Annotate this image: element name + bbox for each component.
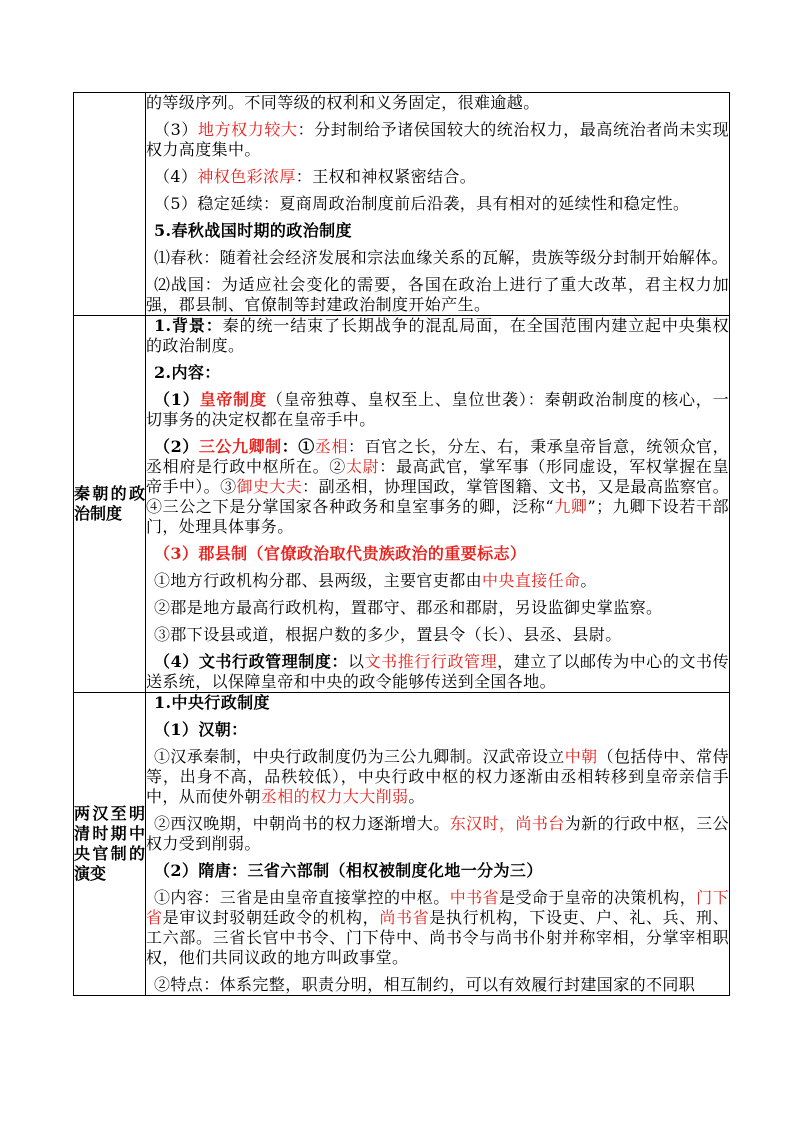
row-content-cell (146, 93, 730, 316)
item-text: 秦的统一结束了长期战争的混乱局面，在全国范围内建立起中央集权的政治制度。 (146, 316, 729, 355)
row-label-qin-system: 秦朝的政治制度 (74, 316, 146, 693)
key-term: 中书省 (449, 888, 500, 907)
key-term: 东汉时，尚书台 (449, 814, 565, 833)
item-text: （包括侍中、常侍等，出身不高，品秩较低），中央行政中枢的权力逐渐由丞相转移到皇帝亲信手中，从而使外朝 (146, 747, 729, 806)
item-text: ：百官之长，分左、右，秉承皇帝旨意，统领众官，丞相府是行政中枢所在。② (146, 437, 729, 476)
paragraph-theocracy (146, 167, 729, 187)
row-label-cell-empty (74, 93, 146, 316)
paragraph-county: ③郡下设县或道，根据户数的多少，置县令（长）、县丞、县尉。 (154, 625, 622, 644)
item-text: ：分封制给予诸侯国较大的统治权力，最高统治者尚未实现权力高度集中。 (146, 120, 729, 159)
key-term-nine-ministers: 九卿 (553, 497, 588, 516)
section-heading-spring-autumn-warring-states: 5.春秋战国时期的政治制度 (154, 221, 352, 240)
key-term-grand-commandant: 太尉 (345, 457, 380, 476)
key-term: 中朝 (564, 747, 598, 766)
item-text: ，建立了以邮传为中心的文书传送系统，以保障皇帝和中央的政令能够传送到全国各地。 (146, 652, 729, 691)
item-text: ：副丞相，协理国政，掌管图籍、文书，又是最高监察官。④三公之下是分掌国家各种政务和皇室事务的卿，泛称“ (146, 477, 729, 516)
row-content-cell (146, 693, 730, 996)
item-heading: 1.背景： (154, 316, 223, 335)
item-number: （4） (154, 167, 198, 186)
item-text: ①汉承秦制，中央行政制度仍为三公九卿制。汉武帝设立 (154, 747, 565, 766)
paragraph-warring-states: ⑵战国：为适应社会变化的需要，各国在政治上进行了重大改革，君主权力加强，郡县制、官僚制等封建政治制度开始产生。 (146, 275, 729, 314)
item-text: ”；九卿下设若干部门，处理具体事务。 (146, 497, 729, 536)
key-term: 尚书省 (379, 908, 430, 927)
item-text: 是执行机构，下设吏、户、礼、兵、刑、工六部。三省长官中书令、门下侍中、尚书令与尚书仆射并称宰相，分掌宰相职权，他们共同议政的地方叫政事堂。 (146, 908, 730, 967)
paragraph-three-lords-nine-ministers (146, 437, 729, 537)
paragraph-document-admin (146, 652, 729, 692)
row-content-cell (146, 316, 730, 693)
table-row-central-evolution (74, 693, 730, 996)
paragraph-stability: （5）稳定延续：夏商周政治制度前后沿袭，具有相对的延续性和稳定性。 (154, 194, 690, 213)
paragraph-local-admin (146, 571, 729, 591)
paragraph-commandery: ②郡是地方最高行政机构，置郡守、郡丞和郡尉，另设监御史掌监察。 (154, 598, 663, 617)
key-term: 地方权力较大 (197, 120, 298, 139)
paragraph-han-secretariat (146, 814, 729, 854)
section-heading-han: （1）汉朝： (154, 720, 248, 739)
paragraph-spring-autumn: ⑴春秋：随着社会经济发展和宗法血缘关系的瓦解，贵族等级分封制开始解体。 (154, 248, 729, 267)
key-term: 中央直接任命 (482, 571, 581, 590)
key-term: 三公九卿制 (198, 437, 282, 456)
item-number: （3） (154, 120, 198, 139)
section-heading-content: 2.内容： (154, 363, 221, 382)
section-heading-central-admin: 1.中央行政制度 (154, 693, 270, 712)
paragraph-local-power (146, 120, 729, 160)
item-lead: ：① (281, 437, 315, 456)
item-text: ②西汉晚期，中朝尚书的权力逐渐增大。 (154, 814, 450, 833)
item-number: （1） (154, 390, 200, 409)
item-text: 为新的行政中枢，三公权力受到削弱。 (146, 814, 729, 853)
key-term: 文书推行行政管理 (364, 652, 498, 671)
paragraph-features: ②特点：体系完整，职责分明，相互制约，可以有效履行封建国家的不同职 (154, 975, 696, 994)
item-text: ：王权和神权紧密结合。 (295, 167, 477, 186)
item-text: ①地方行政机构分郡、县两级，主要官吏都由 (154, 571, 483, 590)
item-heading: （4）文书行政管理制度： (154, 652, 348, 671)
key-term: 神权色彩浓厚 (197, 167, 296, 186)
item-text: 是审议封驳朝廷政令的机构， (162, 908, 380, 927)
paragraph-three-departments (146, 888, 729, 968)
section-heading-commandery-county: （3）郡县制（官僚政治取代贵族政治的重要标志） (154, 544, 527, 563)
item-text: （皇帝独尊、皇权至上、皇位世袭）：秦朝政治制度的核心，一切事务的决定权都在皇帝手中。 (146, 390, 729, 429)
item-number: （2） (154, 437, 199, 456)
item-text: 。 (580, 571, 597, 590)
paragraph-emperor-system (146, 390, 729, 430)
table-row-qin-system (74, 316, 730, 693)
key-term: 皇帝制度 (199, 390, 267, 409)
key-term: 门下省 (146, 888, 730, 927)
row-label-central-evolution: 两汉至明清时期中央官制的演变 (74, 693, 146, 996)
item-text: ：最高武官，掌军事（形同虚设，军权掌握在皇帝手中）。③ (146, 457, 729, 496)
paragraph-continued: 的等级序列。不同等级的权利和义务固定，很难逾越。 (146, 93, 540, 112)
notes-table (73, 92, 730, 996)
item-text: 以 (348, 652, 365, 671)
item-text: 。 (408, 787, 425, 806)
item-text: 是受命于皇帝的决策机构， (499, 888, 697, 907)
key-term-imperial-censor: 御史大夫 (236, 477, 303, 496)
paragraph-background (146, 316, 729, 356)
paragraph-han-inner-court (146, 747, 729, 807)
key-term: 丞相的权力大大削弱 (260, 787, 409, 806)
section-heading-sui-tang: （2）隋唐：三省六部制（相权被制度化地一分为三） (154, 861, 543, 880)
table-row-preqin-continued (74, 93, 730, 316)
key-term-chancellor: 丞相 (314, 437, 349, 456)
item-text: ①内容：三省是由皇帝直接掌控的中枢。 (154, 888, 450, 907)
